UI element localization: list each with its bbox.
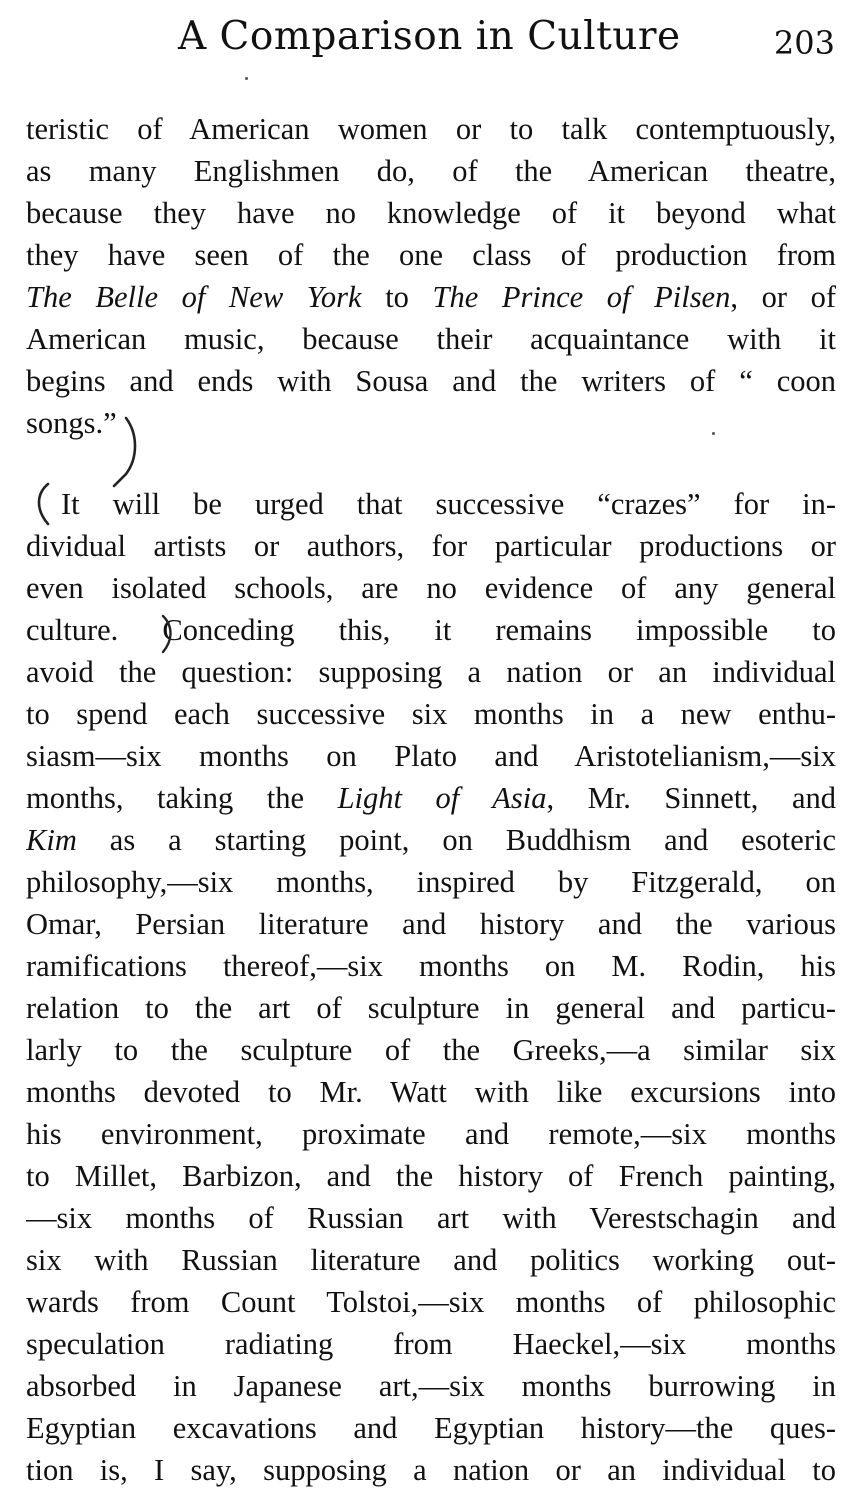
- text-line: his environment, proximate and remote,—six months: [26, 1117, 836, 1151]
- text-line: larly to the sculpture of the Greeks,—a similar six: [26, 1033, 836, 1067]
- running-head: [0, 14, 865, 74]
- italic-title: The Belle of New York: [26, 280, 362, 314]
- page-number: 203: [773, 24, 835, 62]
- italic-title: Kim: [26, 823, 77, 857]
- text-line: wards from Count Tolstoi,—six months of philosophic: [26, 1285, 836, 1319]
- text-line: avoid the question: supposing a nation or an individual: [26, 655, 836, 689]
- text-line: [26, 819, 836, 861]
- text-line: —six months of Russian art with Verestschagin and: [26, 1201, 836, 1235]
- text-line: to spend each successive six months in a new enthu-: [26, 697, 836, 731]
- text-line: speculation radiating from Haeckel,—six months: [26, 1327, 836, 1361]
- text-line: teristic of American women or to talk contemptuously,: [26, 112, 836, 146]
- text-span: , Mr. Sinnett, and: [546, 781, 836, 815]
- text-line: months devoted to Mr. Watt with like excursions into: [26, 1075, 836, 1109]
- text-line: [26, 276, 836, 318]
- text-line: Omar, Persian literature and history and the various: [26, 907, 836, 941]
- paper-speck: [245, 77, 248, 80]
- text-line: philosophy,—six months, inspired by Fitzgerald, on: [26, 865, 836, 899]
- running-title: A Comparison in Culture: [178, 14, 681, 59]
- text-line: tion is, I say, supposing a nation or an individual to: [26, 1453, 836, 1487]
- text-line: because they have no knowledge of it beyond what: [26, 196, 836, 230]
- text-line: even isolated schools, are no evidence of any general: [26, 571, 836, 605]
- paper-speck: [712, 432, 715, 435]
- text-line: songs.”: [26, 406, 117, 440]
- text-line: as many Englishmen do, of the American theatre,: [26, 154, 836, 188]
- body-text: [26, 108, 836, 1491]
- text-line: to Millet, Barbizon, and the history of French painting,: [26, 1159, 836, 1193]
- text-line: six with Russian literature and politics working out-: [26, 1243, 836, 1277]
- text-span: as a starting point, on Buddhism and esoteric: [76, 823, 836, 857]
- text-line: It will be urged that successive “crazes” for in-: [61, 487, 836, 521]
- text-line: absorbed in Japanese art,—six months burrowing in: [26, 1369, 836, 1403]
- text-span: months, taking the: [26, 781, 338, 815]
- text-line: Egyptian excavations and Egyptian history—the ques-: [26, 1411, 836, 1445]
- text-line: [26, 777, 836, 819]
- text-span: , or of: [730, 280, 836, 314]
- text-line: relation to the art of sculpture in general and particu-: [26, 991, 836, 1025]
- text-line: American music, because their acquaintance with it: [26, 322, 836, 356]
- text-line: ramifications thereof,—six months on M. Rodin, his: [26, 949, 836, 983]
- text-line: siasm—six months on Plato and Aristotelianism,—six: [26, 739, 836, 773]
- text-line: begins and ends with Sousa and the writers of “ coon: [26, 364, 836, 398]
- italic-title: Light of Asia: [337, 781, 547, 815]
- text-span: to: [361, 280, 433, 314]
- italic-title: The Prince of Pilsen: [432, 280, 731, 314]
- text-line: they have seen of the one class of production from: [26, 238, 836, 272]
- text-line: dividual artists or authors, for particular productions or: [26, 529, 836, 563]
- text-line: culture. Conceding this, it remains impossible to: [26, 613, 836, 647]
